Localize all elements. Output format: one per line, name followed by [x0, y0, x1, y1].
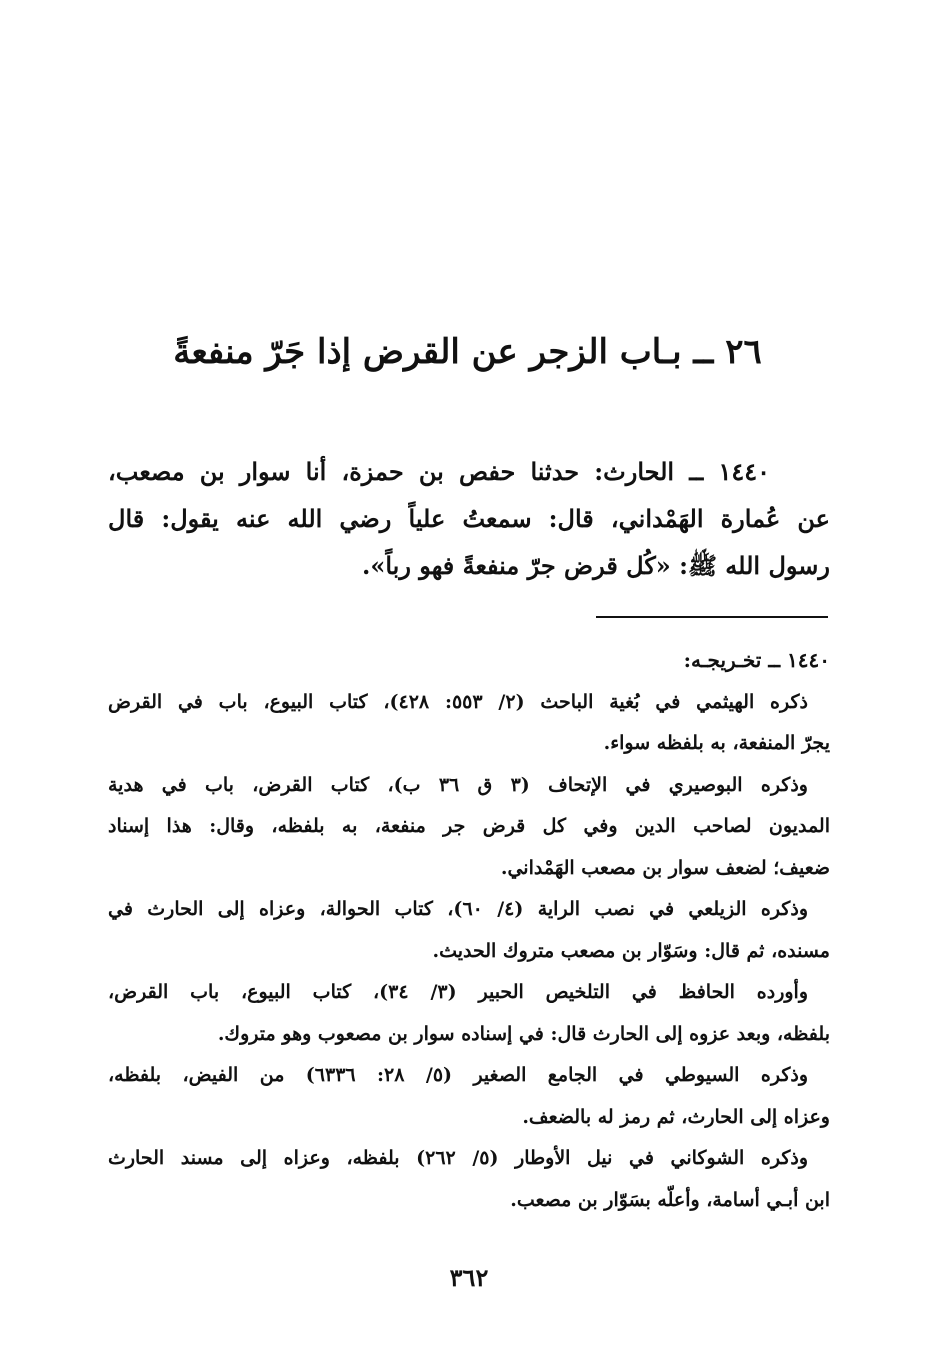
hadith-line: ١٤٤٠ ــ الحارث: حدثنا حفص بن حمزة، أنا سوار بن مصعب، [108, 457, 770, 486]
note-line: وذكره البوصيري في الإتحاف (٣ ق ٣٦ ب)، كتاب القرض، باب في هدية [108, 773, 808, 796]
takhrij-notes [108, 640, 830, 1221]
note-line: المديون لصاحب الدين وفي كل قرض جر منفعة، به بلفظه، وقال: هذا إسناد [108, 815, 830, 837]
note-line: يجرّ المنفعة، به بلفظه سواء. [603, 732, 830, 754]
hadith-line: رسول الله ﷺ: «كُل قرض جرّ منفعةً فهو رباً». [362, 551, 830, 580]
note-line: بلفظه، وبعد عزوه إلى الحارث قال: في إسناده سوار بن مصعوب وهو متروك. [217, 1022, 830, 1045]
note-line: وأورده الحافظ في التلخيص الحبير (٣/ ٣٤)، كتاب البيوع، باب القرض، [108, 981, 809, 1003]
note-line: مسنده، ثم قال: وسَوّار بن مصعب متروك الحديث. [432, 939, 830, 962]
note-line: وذكره الشوكاني في نيل الأوطار (٥/ ٢٦٢) بلفظه، وعزاه إلى مسند الحارث [108, 1147, 808, 1169]
note-line: وعزاه إلى الحارث، ثم رمز له بالضعف. [522, 1105, 830, 1128]
footnote-separator [596, 616, 828, 618]
note-line: ضعيف؛ لضعف سوار بن مصعب الهَمْداني. [500, 856, 830, 879]
note-line: وذكره السيوطي في الجامع الصغير (٥/ ٢٨: ٦٣٣٦) من الفيض، بلفظه، [108, 1064, 808, 1086]
takhrij-heading: ١٤٤٠ ــ تخـريجـه: [683, 648, 830, 672]
page-number: ٣٦٢ [449, 1263, 489, 1292]
note-line: وذكره الزيلعي في نصب الراية (٤/ ٦٠)، كتاب الحوالة، وعزاه إلى الحارث في [108, 898, 808, 920]
chapter-title: ٢٦ ــ بـاب الزجر عن القرض إذا جَرّ منفعةً [173, 332, 762, 372]
hadith-line: عن عُمارة الهَمْداني، قال: سمعتُ علياً رضي الله عنه يقول: قال [108, 504, 830, 533]
note-line: ذكره الهيثمي في بُغية الباحث (٢/ ٥٥٣: ٤٢٨)، كتاب البيوع، باب في القرض [108, 690, 808, 713]
note-line: ابن أبـي أسامة، وأعلّه بسَوّار بن مصعب. [510, 1188, 830, 1211]
hadith-text [108, 448, 830, 589]
